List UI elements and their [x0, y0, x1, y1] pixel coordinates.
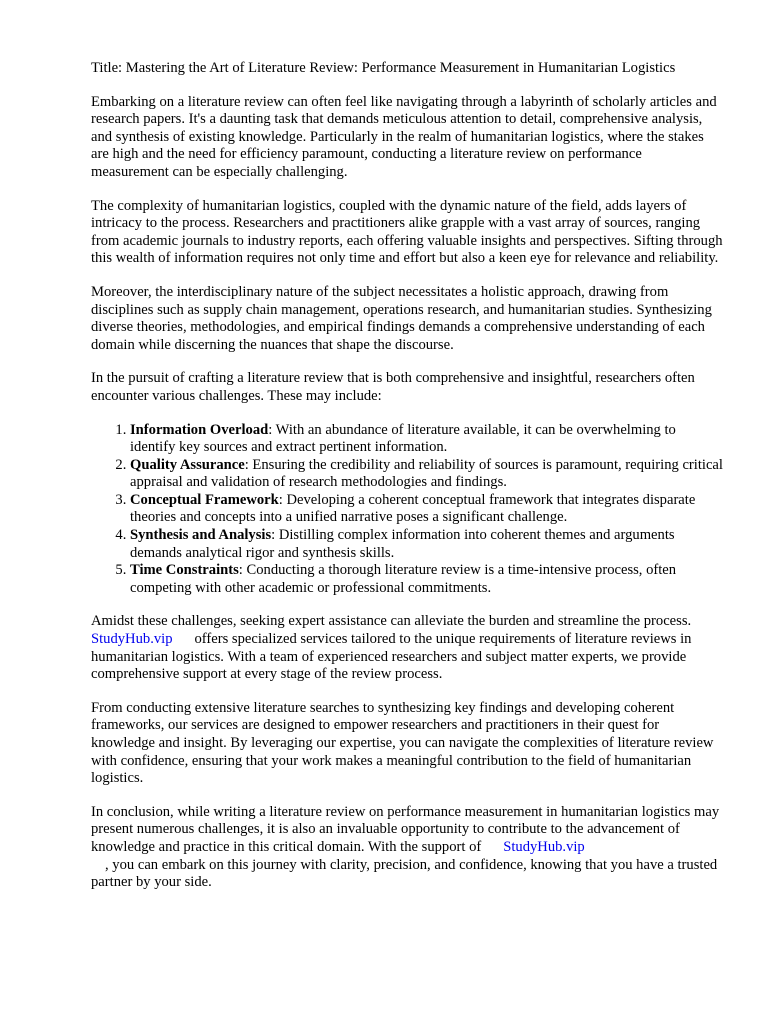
intro-paragraph: Embarking on a literature review can often feel like navigating through a labyrinth of scholarly articles and research papers. It's a daunting task that demands meticulous attention to detail, comprehensive analysis, and synthesis of existing knowledge. Particularly in the realm of humanitarian logistics, where the stakes are high and the need for efficiency paramount, conducting a literature review on performance measurement can be especially challenging.	[91, 93, 717, 180]
conclusion-text-after: , you can embark on this journey with clarity, precision, and confidence, knowing that you have a trusted partner by your side.	[91, 856, 718, 891]
list-item-text: : Conducting a thorough literature review is a time-intensive process, often competing with other academic or professional commitments.	[130, 562, 677, 596]
assistance-text-after: offers specialized services tailored to the unique requirements of literature reviews in humanitarian logistics. With a team of experienced researchers and subject matter experts, we provide comprehensive support at every stage of the review process.	[91, 631, 692, 683]
services-paragraph: From conducting extensive literature searches to synthesizing key findings and developing coherent frameworks, our services are designed to empower researchers and practitioners in their quest for knowledge and insight. By leveraging our expertise, you can navigate the complexities of literature review with confidence, ensuring that your work makes a meaningful contribution to the field of humanitarian logistics.	[91, 699, 714, 787]
list-item-text: : With an abundance of literature available, it can be overwhelming to identify key sources and extract pertinent information.	[130, 421, 676, 456]
challenges-list	[91, 422, 723, 598]
studyhub-link[interactable]: StudyHub.vip	[503, 838, 585, 855]
list-item	[130, 457, 723, 492]
interdisciplinary-paragraph: Moreover, the interdisciplinary nature of the subject necessitates a holistic approach, drawing from disciplines such as supply chain management, operations research, and humanitarian studies. Synthesizing diverse theories, methodologies, and empirical findings demands a comprehensive understanding of each domain while discerning the nuances that shape the discourse.	[91, 283, 712, 353]
document-title: Title: Mastering the Art of Literature Review: Performance Measurement in Humanitarian Logistics	[91, 60, 676, 76]
list-item	[130, 562, 723, 597]
list-item-term: Information Overload	[130, 421, 269, 438]
studyhub-link[interactable]: StudyHub.vip	[91, 631, 173, 648]
list-item	[130, 492, 723, 527]
list-item-term: Synthesis and Analysis	[130, 527, 272, 544]
list-item	[130, 422, 723, 457]
list-item-term: Quality Assurance	[130, 456, 245, 473]
list-item-text: : Distilling complex information into coherent themes and arguments demands analytical rigor and synthesis skills.	[130, 527, 675, 561]
document-page	[91, 60, 723, 908]
list-item-text: : Ensuring the credibility and reliability of sources is paramount, requiring critical appraisal and validation of research methodologies and findings.	[130, 456, 723, 491]
list-item-text: : Developing a coherent conceptual framework that integrates disparate theories and concepts into a unified narrative poses a significant challenge.	[130, 491, 696, 526]
challenges-intro-paragraph: In the pursuit of crafting a literature review that is both comprehensive and insightful, researchers often encounter various challenges. These may include:	[91, 370, 695, 404]
conclusion-text-before: In conclusion, while writing a literature review on performance measurement in humanitarian logistics may present numerous challenges, it is also an invaluable opportunity to contribute to the advancement of knowledge and practice in this critical domain. With the support of	[91, 803, 720, 855]
list-item-term: Conceptual Framework	[130, 491, 279, 508]
assistance-text-before: Amidst these challenges, seeking expert assistance can alleviate the burden and streamline the process.	[91, 613, 692, 630]
list-item	[130, 527, 723, 562]
complexity-paragraph: The complexity of humanitarian logistics, coupled with the dynamic nature of the field, adds layers of intricacy to the process. Researchers and practitioners alike grapple with a vast array of sources, ranging from academic journals to industry reports, each offering valuable insights and perspectives. Sifting through this wealth of information requires not only time and effort but also a keen eye for relevance and reliability.	[91, 197, 723, 267]
list-item-term: Time Constraints	[130, 562, 239, 579]
assistance-paragraph	[91, 613, 723, 683]
conclusion-paragraph	[91, 804, 723, 892]
